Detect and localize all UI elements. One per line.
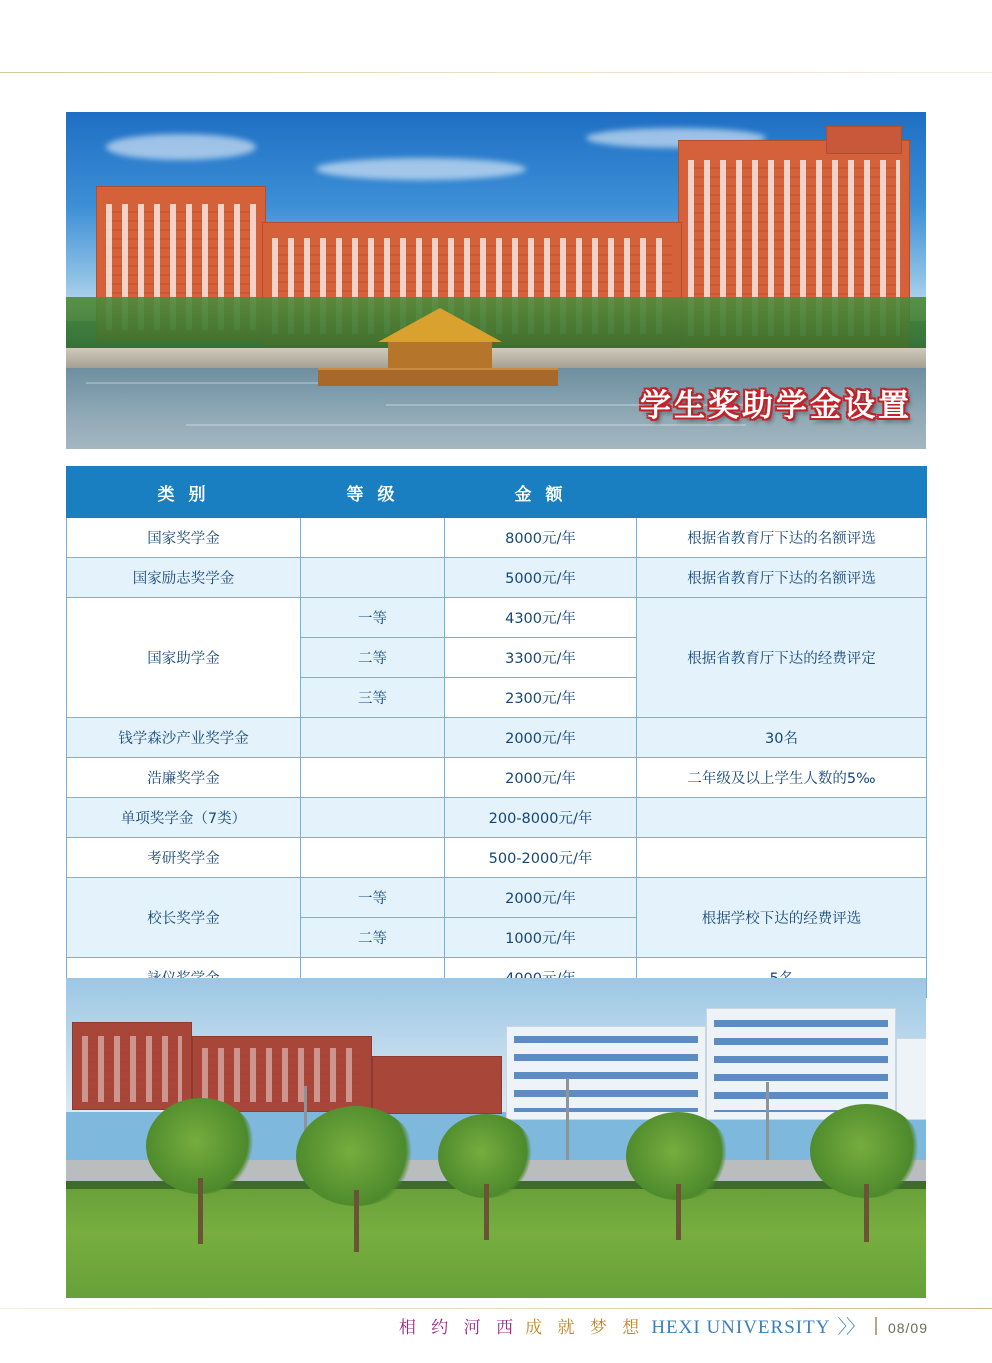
lamp-post [566,1078,569,1160]
page-number: 08/09 [887,1320,928,1336]
building-roof-block [826,126,902,154]
table-row [67,758,927,798]
cell-amount: 1000元/年 [445,918,637,958]
cell-note [637,838,927,878]
building-white-far [896,1038,926,1120]
scholarship-table-wrap [66,466,926,998]
cell-category: 钱学森沙产业奖学金 [67,718,301,758]
footer-slogan-cn: 相 约 河 西 [398,1318,519,1338]
cell-category: 国家助学金 [67,598,301,718]
pavilion-body [388,342,492,368]
cell-level: 一等 [301,878,445,918]
table-row [67,718,927,758]
cell-level [301,518,445,558]
tree-trunk [676,1184,681,1240]
window-stripes [714,1020,888,1112]
cell-amount: 200-8000元/年 [445,798,637,838]
cell-category: 浩廉奖学金 [67,758,301,798]
cell-level [301,758,445,798]
header-level: 等 级 [301,467,445,518]
cell-category: 国家励志奖学金 [67,558,301,598]
header-category: 类 别 [67,467,301,518]
bottom-photo [66,978,926,1298]
cell-note: 根据学校下达的经费评选 [637,878,927,958]
cell-level: 二等 [301,638,445,678]
footer-university-name: HEXI UNIVERSITY [651,1317,831,1338]
tree-trunk [484,1184,489,1240]
cell-amount: 3300元/年 [445,638,637,678]
cell-note: 根据省教育厅下达的名额评选 [637,558,927,598]
tree-trunk [198,1178,203,1244]
cell-amount: 2000元/年 [445,878,637,918]
cell-amount: 4300元/年 [445,598,637,638]
cell-note: 根据省教育厅下达的经费评定 [637,598,927,718]
table-row [67,798,927,838]
window-grid [82,1036,182,1102]
cell-amount: 500-2000元/年 [445,838,637,878]
cell-amount: 2300元/年 [445,678,637,718]
tree-trunk [864,1184,869,1242]
chevron-right-icon: 〉〉 [837,1317,864,1338]
cell-note: 二年级及以上学生人数的5‰ [637,758,927,798]
building-red-right [372,1056,502,1114]
wooden-deck [318,368,558,386]
table-row [67,878,927,918]
lawn [66,1189,926,1298]
window-grid [202,1048,362,1102]
tree-trunk [354,1190,359,1252]
cell-amount: 8000元/年 [445,518,637,558]
table-row [67,838,927,878]
lamp-post [766,1082,769,1160]
table-row [67,558,927,598]
header-note [637,467,927,518]
cell-category: 单项奖学金（7类） [67,798,301,838]
cell-category: 国家奖学金 [67,518,301,558]
pavilion-roof [378,308,502,342]
cell-category: 校长奖学金 [67,878,301,958]
header-amount: 金 额 [445,467,637,518]
cloud-icon [316,158,526,180]
table-header-row [67,467,927,518]
cell-note: 根据省教育厅下达的名额评选 [637,518,927,558]
cloud-icon [106,134,256,160]
top-divider [0,72,992,73]
page-footer [399,1312,928,1339]
table-row [67,518,927,558]
cell-level: 三等 [301,678,445,718]
cell-level [301,798,445,838]
footer-divider [0,1308,992,1309]
table-row [67,598,927,638]
window-stripes [514,1036,698,1112]
photo-caption-title: 学生奖助学金设置 [640,388,912,424]
cell-note [637,798,927,838]
cell-level: 一等 [301,598,445,638]
cell-amount: 5000元/年 [445,558,637,598]
scholarship-table [66,466,927,998]
footer-separator [875,1317,877,1335]
cell-category: 考研奖学金 [67,838,301,878]
cell-level [301,718,445,758]
footer-slogan-cn2: 成 就 梦 想 [525,1318,645,1338]
cell-level [301,838,445,878]
cell-note: 30名 [637,718,927,758]
cell-amount: 2000元/年 [445,718,637,758]
cell-level: 二等 [301,918,445,958]
cell-amount: 2000元/年 [445,758,637,798]
top-photo [66,112,926,449]
cell-level [301,558,445,598]
